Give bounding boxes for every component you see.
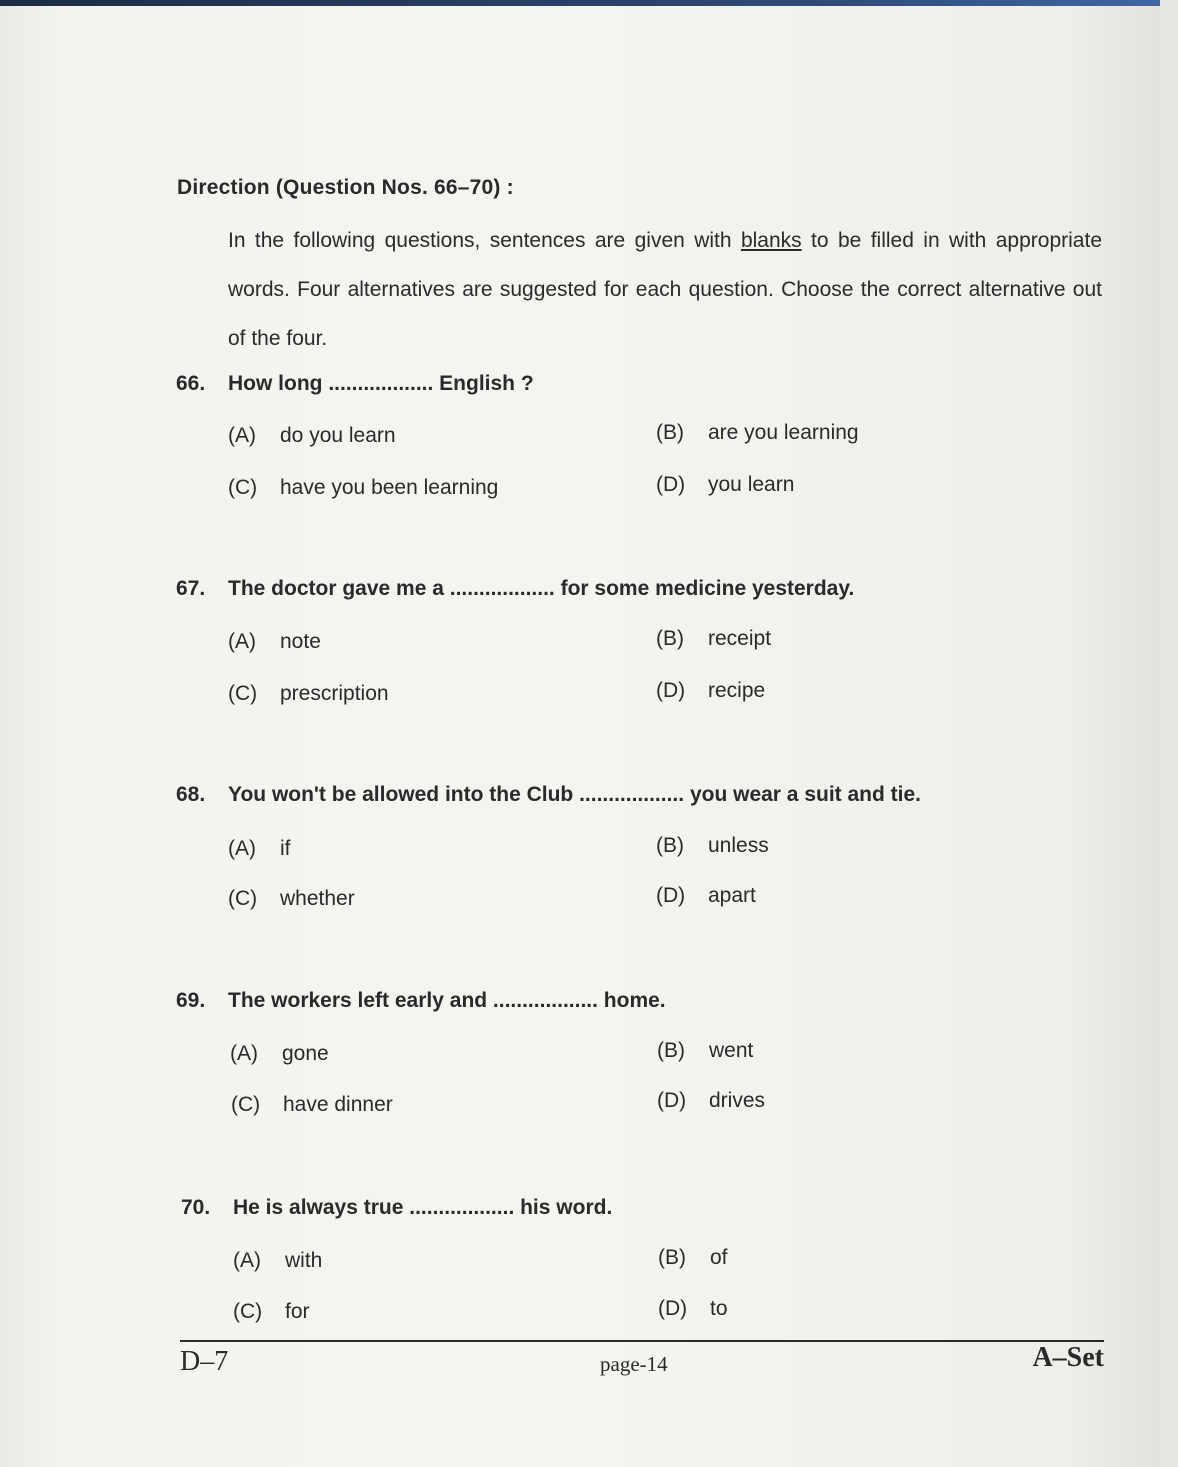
option-letter: (C) (228, 476, 258, 499)
option-70-c[interactable] (233, 1300, 310, 1324)
option-66-a[interactable] (228, 424, 396, 448)
option-text: are you learning (708, 421, 859, 444)
question-text: He is always true .................. his word. (233, 1196, 613, 1219)
option-68-b[interactable] (656, 834, 769, 858)
option-text: do you learn (280, 424, 396, 447)
question-67 (176, 577, 854, 601)
option-text: gone (282, 1042, 329, 1065)
option-67-a[interactable] (228, 630, 321, 654)
option-letter: (C) (228, 682, 258, 705)
option-letter: (D) (657, 1089, 687, 1112)
option-text: with (285, 1249, 323, 1272)
question-text: The workers left early and .................. home. (228, 989, 666, 1012)
option-68-c[interactable] (228, 887, 355, 911)
page-number: page-14 (600, 1352, 668, 1376)
option-66-d[interactable] (656, 473, 794, 497)
direction-text-part: to be filled in with appropriate words. Four alternatives are suggested for each question. Choose the correct alternative out of the four. (228, 229, 1102, 350)
option-letter: (B) (656, 421, 684, 444)
option-70-d[interactable] (658, 1297, 728, 1321)
option-letter: (C) (231, 1093, 261, 1116)
option-letter: (D) (656, 679, 686, 702)
set-label: A–Set (1032, 1342, 1104, 1373)
option-text: to (710, 1297, 728, 1320)
question-stem (176, 783, 921, 807)
option-letter: (D) (656, 473, 686, 496)
option-text: apart (708, 884, 756, 907)
question-70 (181, 1196, 612, 1220)
option-text: have you been learning (280, 476, 499, 499)
question-number: 68. (176, 783, 206, 806)
question-text: You won't be allowed into the Club .................. you wear a suit and tie. (228, 783, 921, 806)
option-text: if (280, 837, 291, 860)
option-69-d[interactable] (657, 1089, 765, 1113)
option-text: recipe (708, 679, 766, 702)
option-67-b[interactable] (656, 627, 771, 651)
option-69-a[interactable] (230, 1042, 329, 1066)
direction-underlined-word: blanks (740, 229, 802, 252)
option-text: unless (708, 834, 769, 857)
option-68-d[interactable] (656, 884, 756, 908)
question-stem (176, 989, 666, 1013)
option-text: prescription (280, 682, 389, 705)
option-text: drives (709, 1089, 766, 1112)
option-70-b[interactable] (658, 1246, 728, 1270)
option-letter: (A) (228, 424, 256, 447)
option-letter: (D) (658, 1297, 688, 1320)
option-letter: (A) (228, 630, 256, 653)
option-letter: (B) (658, 1246, 686, 1269)
direction-text-part: In the following questions, sentences are given with (228, 229, 741, 252)
direction-title: Direction (Question Nos. 66–70) : (177, 176, 514, 199)
option-text: of (710, 1246, 728, 1269)
question-69 (176, 989, 666, 1013)
option-letter: (A) (230, 1042, 258, 1065)
option-66-c[interactable] (228, 476, 498, 500)
question-stem (176, 577, 854, 601)
question-stem (181, 1196, 612, 1220)
option-letter: (B) (657, 1039, 685, 1062)
option-69-c[interactable] (231, 1093, 393, 1117)
option-letter: (D) (656, 884, 686, 907)
option-letter: (A) (233, 1249, 261, 1272)
footer-divider (180, 1340, 1104, 1342)
option-letter: (B) (656, 834, 684, 857)
option-67-d[interactable] (656, 679, 765, 703)
option-text: you learn (708, 473, 795, 496)
option-67-c[interactable] (228, 682, 389, 706)
option-70-a[interactable] (233, 1249, 322, 1273)
option-66-b[interactable] (656, 421, 859, 445)
option-text: note (280, 630, 321, 653)
option-text: for (285, 1300, 310, 1323)
question-text: The doctor gave me a .................. for some medicine yesterday. (228, 577, 855, 600)
option-letter: (C) (228, 887, 258, 910)
question-68 (176, 783, 921, 807)
option-letter: (C) (233, 1300, 263, 1323)
option-letter: (B) (656, 627, 684, 650)
question-number: 67. (176, 577, 206, 600)
question-number: 66. (176, 372, 206, 395)
option-69-b[interactable] (657, 1039, 753, 1063)
option-text: went (709, 1039, 754, 1062)
question-66 (176, 372, 534, 396)
question-number: 70. (181, 1196, 211, 1219)
option-letter: (A) (228, 837, 256, 860)
option-text: have dinner (283, 1093, 393, 1116)
option-text: receipt (708, 627, 772, 650)
question-stem (176, 372, 534, 396)
option-text: whether (280, 887, 355, 910)
paper-code: D–7 (180, 1346, 229, 1377)
option-68-a[interactable] (228, 837, 291, 861)
page-top-edge (0, 0, 1160, 6)
direction-text (228, 216, 1102, 363)
question-number: 69. (176, 989, 206, 1012)
question-text: How long .................. English ? (228, 372, 534, 395)
